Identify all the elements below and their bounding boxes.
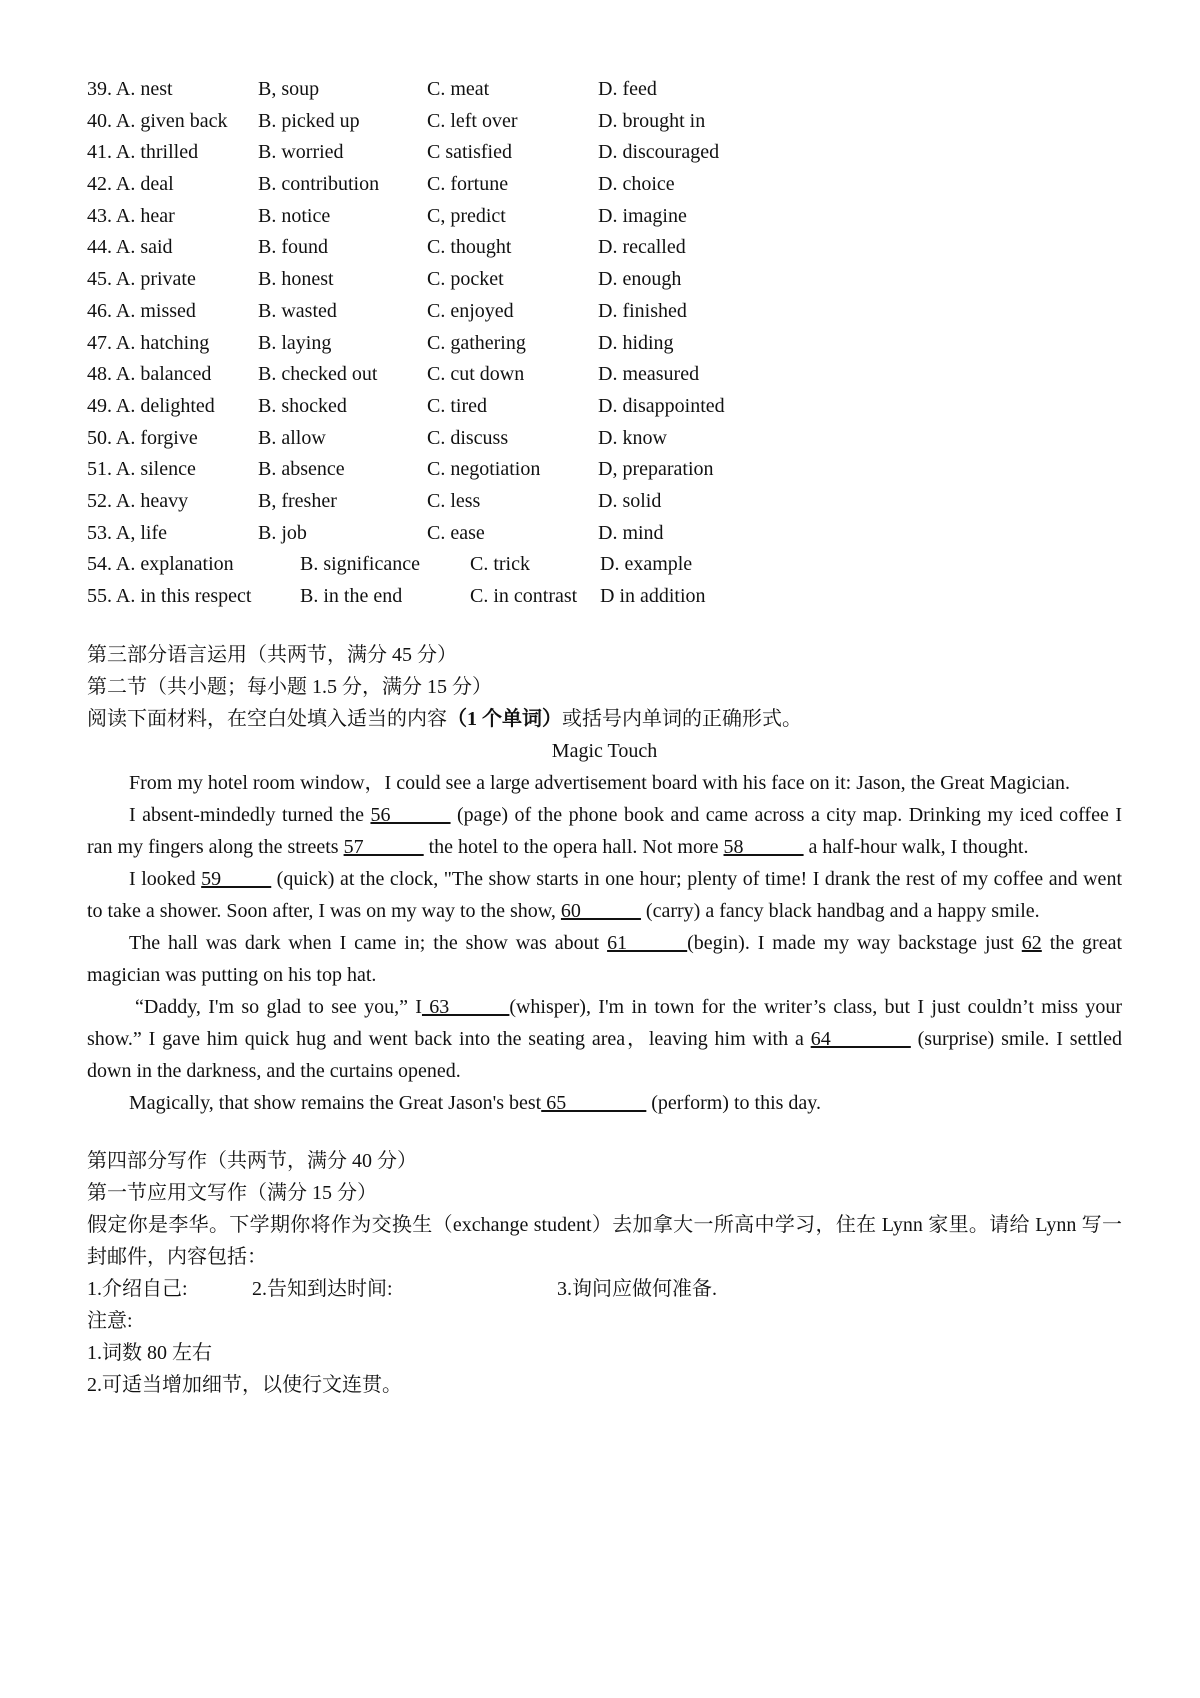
part4-heading: 第四部分写作（共两节，满分 40 分） <box>87 1149 417 1172</box>
option-choice-c: C. left over <box>427 109 518 132</box>
option-choice-d: D. discouraged <box>598 141 720 164</box>
option-row <box>87 391 1122 423</box>
passage-paragraph-2 <box>87 799 1122 863</box>
option-choice-d: D. know <box>598 426 667 449</box>
option-row <box>87 359 1122 391</box>
option-choice-b: B. found <box>258 236 328 259</box>
option-question: 50. A. forgive <box>87 426 198 449</box>
option-question: 51. A. silence <box>87 458 196 481</box>
blank-61: 61______ <box>607 931 688 954</box>
option-choice-d: D. feed <box>598 78 657 100</box>
blank-59: 59_____ <box>201 867 272 890</box>
option-choice-b: B. absence <box>258 458 345 481</box>
option-choice-c: C. thought <box>427 236 512 259</box>
requirement-1: 1.介绍自己: <box>87 1277 188 1300</box>
option-choice-b: B. checked out <box>258 363 378 386</box>
option-choice-b: B. wasted <box>258 299 337 322</box>
blank-56: 56______ <box>370 803 451 826</box>
part4-section1-heading: 第一节应用文写作（满分 15 分） <box>87 1181 377 1204</box>
paragraph-text: I looked <box>129 867 202 890</box>
option-choice-c: C. negotiation <box>427 458 541 481</box>
paragraph-text: Magically, that show remains the Great Jason's best <box>129 1091 542 1114</box>
paragraph-text: the great magician was putting on his top hat. <box>87 931 1122 986</box>
blank-65: 65________ <box>541 1091 647 1114</box>
option-question: 42. A. deal <box>87 173 174 196</box>
option-row <box>87 518 1122 550</box>
option-choice-c: C. fortune <box>427 173 509 196</box>
option-choice-d: D. choice <box>598 173 675 196</box>
option-question: 46. A. missed <box>87 299 196 322</box>
requirement-2: 2.告知到达时间: <box>252 1277 393 1300</box>
instructions-text-a: 阅读下面材料，在空白处填入适当的内容 <box>87 707 447 730</box>
paragraph-text: (quick) at the clock, "The show starts in one hour; plenty of time! I drank the rest of my coffee and went to take a shower. Soon after, I was on my way to the show, <box>87 867 1122 922</box>
option-row <box>87 264 1122 296</box>
blank-62: 62 <box>1021 931 1042 954</box>
option-choice-c: C. ease <box>427 521 485 544</box>
option-choice-b: B. contribution <box>258 173 380 196</box>
option-choice-c: C. in contrast <box>470 585 578 607</box>
option-choice-d: D. example <box>600 553 693 576</box>
option-choice-c: C. discuss <box>427 426 509 449</box>
part3-heading: 第三部分语言运用（共两节，满分 45 分） <box>87 643 457 666</box>
option-choice-b: B. laying <box>258 331 332 354</box>
passage-paragraph-4 <box>87 927 1122 991</box>
option-row <box>87 549 1122 581</box>
option-row <box>87 581 1122 613</box>
note-1: 1.词数 80 左右 <box>87 1341 212 1364</box>
option-choice-b: B. worried <box>258 141 344 164</box>
blank-64: 64________ <box>810 1027 911 1050</box>
paragraph-text: I absent-mindedly turned the <box>129 803 371 826</box>
option-choice-d: D. enough <box>598 268 682 291</box>
option-row <box>87 328 1122 360</box>
option-choice-c: C. cut down <box>427 363 525 386</box>
option-choice-c: C. trick <box>470 553 530 576</box>
blank-57: 57______ <box>343 835 424 858</box>
option-choice-c: C. less <box>427 489 481 512</box>
option-choice-c: C. pocket <box>427 268 504 291</box>
passage-paragraph-1: From my hotel room window，I could see a large advertisement board with his face on it: Jason, the Great Magician. <box>129 771 1071 794</box>
paragraph-text: (surprise) smile. I settled down in the darkness, and the curtains opened. <box>87 1027 1122 1082</box>
exam-page <box>87 74 1122 1401</box>
option-question: 44. A. said <box>87 236 173 259</box>
option-row <box>87 423 1122 455</box>
option-question: 53. A, life <box>87 521 167 544</box>
option-row <box>87 169 1122 201</box>
option-choice-d: D in addition <box>600 585 706 607</box>
option-choice-d: D. imagine <box>598 204 687 227</box>
option-question: 45. A. private <box>87 268 196 291</box>
passage-paragraph-5 <box>87 991 1122 1087</box>
option-choice-c: C. gathering <box>427 331 526 354</box>
option-choice-d: D. measured <box>598 363 700 386</box>
writing-prompt: 假定你是李华。下学期你将作为交换生（exchange student）去加拿大一所高中学习，住在 Lynn 家里。请给 Lynn 写一封邮件，内容包括： <box>87 1213 1122 1268</box>
option-choice-b: B. in the end <box>300 585 403 607</box>
passage-title: Magic Touch <box>551 739 658 762</box>
option-question: 40. A. given back <box>87 109 228 132</box>
option-choice-b: B. allow <box>258 426 326 449</box>
option-choice-b: B. shocked <box>258 394 347 417</box>
paragraph-text: The hall was dark when I came in; the show was about <box>129 931 608 954</box>
option-choice-b: B. notice <box>258 204 331 227</box>
option-choice-d: D. finished <box>598 299 687 322</box>
option-question: 43. A. hear <box>87 204 175 227</box>
paragraph-text: (perform) to this day. <box>646 1091 821 1114</box>
note-2: 2.可适当增加细节，以使行文连贯。 <box>87 1373 402 1396</box>
option-choice-c: C. tired <box>427 394 487 417</box>
option-choice-d: D. mind <box>598 521 664 544</box>
passage-paragraph-6 <box>87 1087 1122 1119</box>
writing-requirements <box>87 1273 1122 1305</box>
option-choice-c: C. enjoyed <box>427 299 514 322</box>
option-question: 48. A. balanced <box>87 363 212 386</box>
option-question: 39. A. nest <box>87 78 173 100</box>
option-choice-d: D. solid <box>598 489 662 512</box>
option-row <box>87 137 1122 169</box>
part3-instructions <box>87 703 1122 735</box>
option-choice-d: D. brought in <box>598 109 706 132</box>
option-choice-c: C. meat <box>427 78 490 100</box>
paragraph-text: (carry) a fancy black handbag and a happy smile. <box>640 899 1040 922</box>
option-choice-d: D. recalled <box>598 236 686 259</box>
note-label: 注意: <box>87 1309 133 1332</box>
option-choice-d: D. hiding <box>598 331 674 354</box>
option-question: 52. A. heavy <box>87 489 189 512</box>
option-choice-b: B. honest <box>258 268 334 291</box>
option-choice-b: B, fresher <box>258 489 337 512</box>
option-choice-c: C satisfied <box>427 141 512 164</box>
option-row <box>87 201 1122 233</box>
option-question: 49. A. delighted <box>87 394 215 417</box>
option-choice-b: B. job <box>258 521 307 544</box>
option-row <box>87 454 1122 486</box>
option-choice-d: D. disappointed <box>598 394 725 417</box>
part3-section2-heading: 第二节（共小题；每小题 1.5 分，满分 15 分） <box>87 675 492 698</box>
options-block <box>87 74 1122 613</box>
option-row <box>87 74 1122 106</box>
option-choice-d: D, preparation <box>598 458 714 481</box>
paragraph-text: the hotel to the opera hall. Not more <box>423 835 724 858</box>
paragraph-text: (begin). I made my way backstage just <box>687 931 1022 954</box>
requirement-3: 3.询问应做何准备. <box>557 1277 717 1300</box>
option-choice-b: B. significance <box>300 553 420 576</box>
paragraph-text: “Daddy, I'm so glad to see you,” I <box>135 995 422 1018</box>
blank-58: 58______ <box>723 835 804 858</box>
blank-63: 63______ <box>421 995 510 1018</box>
paragraph-text: (page) of the phone book and came across a city map. Drinking my iced coffee I ran my fingers along the streets <box>87 803 1122 858</box>
blank-60: 60______ <box>560 899 641 922</box>
option-question: 41. A. thrilled <box>87 141 199 164</box>
option-row <box>87 486 1122 518</box>
option-choice-c: C, predict <box>427 204 506 227</box>
instructions-text-bold: （1 个单词） <box>447 707 562 730</box>
option-question: 54. A. explanation <box>87 553 234 576</box>
paragraph-text: a half-hour walk, I thought. <box>803 835 1029 858</box>
instructions-text-c: 或括号内单词的正确形式。 <box>562 707 802 730</box>
option-question: 47. A. hatching <box>87 331 210 354</box>
option-question: 55. A. in this respect <box>87 585 252 607</box>
option-choice-b: B. picked up <box>258 109 360 132</box>
paragraph-text: (whisper), I'm in town for the writer’s class, but I just couldn’t miss your show.” I gave him quick hug and went back into the seating area，leaving him with a <box>87 995 1122 1050</box>
option-choice-b: B, soup <box>258 78 320 100</box>
passage-paragraph-3 <box>87 863 1122 927</box>
option-row <box>87 296 1122 328</box>
option-row <box>87 106 1122 138</box>
option-row <box>87 232 1122 264</box>
